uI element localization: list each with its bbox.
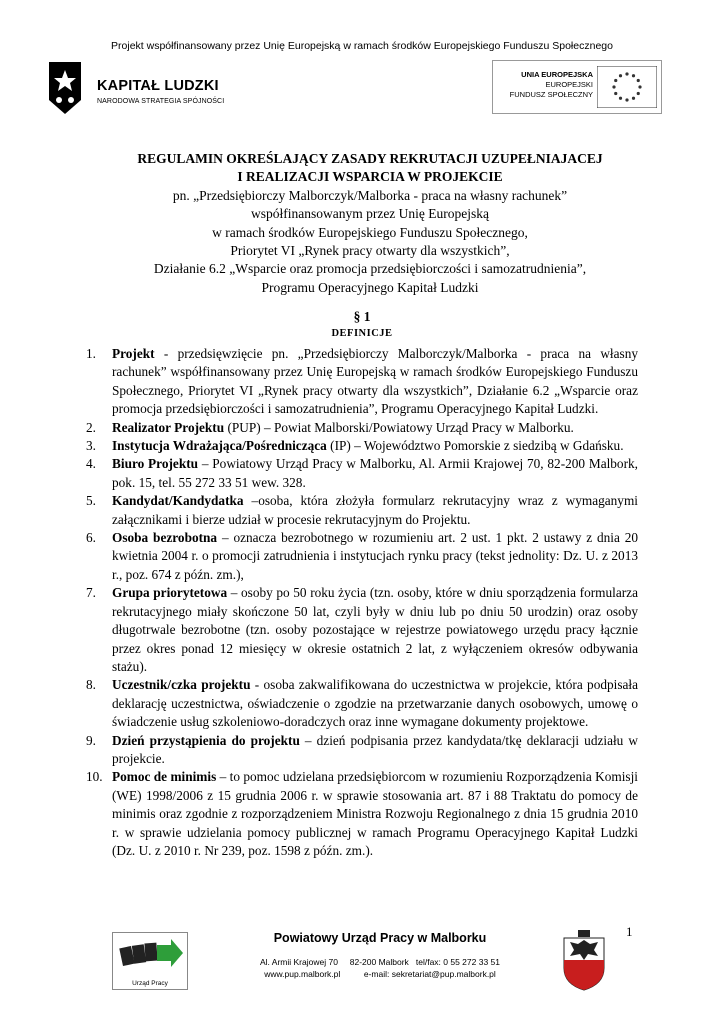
definition-number: 8. xyxy=(86,677,96,693)
title-line-2: I REALIZACJI WSPARCIA W PROJEKCIE xyxy=(237,169,503,185)
definition-number: 2. xyxy=(86,419,96,435)
definition-number: 4. xyxy=(86,456,96,472)
definition-text: – oznacza bezrobotnego w rozumieniu art. 2 ust. 1 pkt. 2 ustawy z dnia 20 kwietnia 2004 r. o promocji zatrudnienia i instytucjach rynku pracy (tekst jednolity: Dz. U. z 2013 r., poz. 674 z późn. zm.), xyxy=(112,530,639,582)
definition-term: Projekt xyxy=(112,346,155,361)
eu-star xyxy=(619,74,622,77)
eu-star xyxy=(614,79,617,82)
eu-star xyxy=(637,79,640,82)
definition-number: 6. xyxy=(86,530,96,546)
definition-item xyxy=(86,584,638,676)
urzad-pracy-arrow-icon xyxy=(113,933,187,977)
eu-social-fund-logo xyxy=(492,60,662,114)
definition-number: 5. xyxy=(86,493,96,509)
urzad-pracy-logo xyxy=(112,932,188,990)
definition-term: Pomoc de minimis xyxy=(112,769,217,785)
document-title xyxy=(90,150,650,297)
eu-logo-text xyxy=(493,70,593,100)
definition-number: 9. xyxy=(86,732,96,748)
definition-item xyxy=(86,676,638,731)
footer-contact xyxy=(200,956,560,980)
title-line-8: Programu Operacyjnego Kapitał Ludzki xyxy=(261,279,479,295)
definitions-list xyxy=(86,345,638,860)
eu-star xyxy=(632,74,635,77)
urzad-pracy-caption: Urząd Pracy xyxy=(132,980,168,987)
section-heading: DEFINICJE xyxy=(331,328,393,339)
title-line-5: w ramach środków Europejskiego Funduszu Społecznego, xyxy=(212,224,528,240)
eu-star xyxy=(632,97,635,100)
definition-number: 3. xyxy=(86,438,96,454)
title-line-3: pn. „Przedsiębiorczy Malborczyk/Malborka - praca na własny rachunek” xyxy=(172,187,568,203)
kapital-ludzki-emblem-icon xyxy=(45,60,85,116)
definition-item xyxy=(86,768,638,860)
footer-title: Powiatowy Urząd Pracy w Malborku xyxy=(273,931,487,945)
definition-item xyxy=(86,492,638,529)
definition-text: – osoby po 50 roku życia (tzn. osoby, które w dniu sporządzenia formularza rekrutacyjnego miały skończone 50 lat, czyli były w dniu lub po dniu 50 urodzin) oraz osoby długotrwale bezrobotne (tzn. osoby pozostające w rejestrze powiatowego urzędu pracy łącznie przez okres ponad 12 miesięcy w okresie ostatnich 2 lat, z wyłączeniem okresów odbywania stażu). xyxy=(112,585,638,674)
definition-number: 1. xyxy=(86,346,96,361)
title-line-1: REGULAMIN OKREŚLAJĄCY ZASADY REKRUTACJI UZUPEŁNIAJACEJ xyxy=(137,151,603,166)
definition-term: Biuro Projektu xyxy=(112,456,199,472)
definition-term: Osoba bezrobotna xyxy=(112,530,218,546)
cofinancing-note: Projekt współfinansowany przez Unię Europejską w ramach środków Europejskiego Funduszu Społecznego xyxy=(111,40,613,52)
definition-item xyxy=(86,345,638,419)
malbork-crest-icon xyxy=(562,930,606,992)
definition-term: Realizator Projektu xyxy=(112,419,225,435)
definition-text: – to pomoc udzielana przedsiębiorcom w rozumieniu Rozporządzenia Komisji (WE) 1998/2006 z 15 grudnia 2006 r. w sprawie stosowania art. 87 i 88 Traktatu do pomocy de minimis oraz zgodnie z rozporządzeniem Ministra Rozwoju Regionalnego z dnia 15 grudnia 2010 r. w sprawie udzielania pomocy publicznej w ramach Programu Operacyjnego Kapitał Ludzki (Dz. U. z 2010 r. Nr 239, poz. 1598 z późn. zm.). xyxy=(112,769,638,858)
definition-number: 7. xyxy=(86,585,96,601)
definition-term: Uczestnik/czka projektu xyxy=(112,677,251,693)
eu-logo-line2: EUROPEJSKI xyxy=(545,80,593,89)
definition-text: (IP) – Województwo Pomorskie z siedzibą w Gdańsku. xyxy=(326,438,624,454)
eu-flag-icon xyxy=(597,66,657,108)
definition-item xyxy=(86,419,638,437)
eu-star xyxy=(638,85,641,88)
kapital-ludzki-subtitle: NARODOWA STRATEGIA SPÓJNOŚCI xyxy=(97,98,225,105)
title-line-4: współfinansowanym przez Unię Europejską xyxy=(250,206,490,222)
definition-text: – Powiatowy Urząd Pracy w Malborku, Al. Armii Krajowej 70, 82-200 Malbork, pok. 15, tel. 55 272 33 51 wew. 328. xyxy=(112,456,638,490)
page-number: 1 xyxy=(626,924,633,939)
title-line-7: Działanie 6.2 „Wsparcie oraz promocja przedsiębiorczości i samozatrudnienia”, xyxy=(153,261,587,277)
definition-text: (PUP) – Powiat Malborski/Powiatowy Urząd Pracy w Malborku. xyxy=(224,419,574,435)
eu-star xyxy=(625,72,628,75)
title-line-6: Priorytet VI „Rynek pracy otwarty dla wszystkich”, xyxy=(230,243,510,259)
eu-star xyxy=(619,97,622,100)
definition-term: Grupa priorytetowa xyxy=(112,585,228,601)
eu-star xyxy=(637,92,640,95)
definition-term: Instytucja Wdrażająca/Pośrednicząca xyxy=(112,438,327,454)
definition-text: – dzień podpisania przez kandydata/tkę deklaracji udziału w projekcie. xyxy=(112,732,638,766)
definition-item xyxy=(86,455,638,492)
footer-address: Al. Armii Krajowej 70 82-200 Malbork tel/fax: 0 55 272 33 51 xyxy=(259,957,501,967)
footer-web-email: www.pup.malbork.pl e-mail: sekretariat@pup.malbork.pl xyxy=(264,969,496,979)
kapital-ludzki-logo xyxy=(45,60,265,118)
definition-item xyxy=(86,529,638,584)
definition-term: Kandydat/Kandydatka xyxy=(112,493,244,509)
definition-text: –osoba, która złożyła formularz rekrutacyjny wraz z wymaganymi załącznikami i bierze udział w procesie rekrutacyjnym do Projektu. xyxy=(112,493,638,527)
definition-item xyxy=(86,732,638,769)
section-number: § 1 xyxy=(353,309,371,324)
definition-number: 10. xyxy=(86,769,103,785)
eu-logo-line3: FUNDUSZ SPOŁECZNY xyxy=(509,90,593,99)
definition-item xyxy=(86,437,638,455)
definition-term: Dzień przystąpienia do projektu xyxy=(112,732,300,748)
kapital-ludzki-name: KAPITAŁ LUDZKI xyxy=(97,78,219,94)
eu-star xyxy=(612,85,615,88)
definition-text: - przedsięwzięcie pn. „Przedsiębiorczy Malborczyk/Malborka - praca na własny rachunek” współfinansowany przez Unię Europejską w ramach środków Europejskiego Funduszu Społecznego, Priorytet VI „Rynek pracy otwarty dla wszystkich”, Działanie 6.2 „Wsparcie oraz promocja przedsiębiorczości i samozatrudnienia”, Programu Operacyjnego Kapitał Ludzki. xyxy=(112,346,638,417)
eu-logo-line1: UNIA EUROPEJSKA xyxy=(521,70,593,79)
eu-star xyxy=(614,92,617,95)
eu-star xyxy=(625,98,628,101)
definition-text: - osoba zakwalifikowana do uczestnictwa w projekcie, która podpisała deklarację uczestnictwa, oświadczenie o zgodzie na przetwarzanie danych osobowych, umowę o świadczenie usług szkoleniowo-doradczych oraz inne wymagane dokumenty projektowe. xyxy=(112,677,638,730)
